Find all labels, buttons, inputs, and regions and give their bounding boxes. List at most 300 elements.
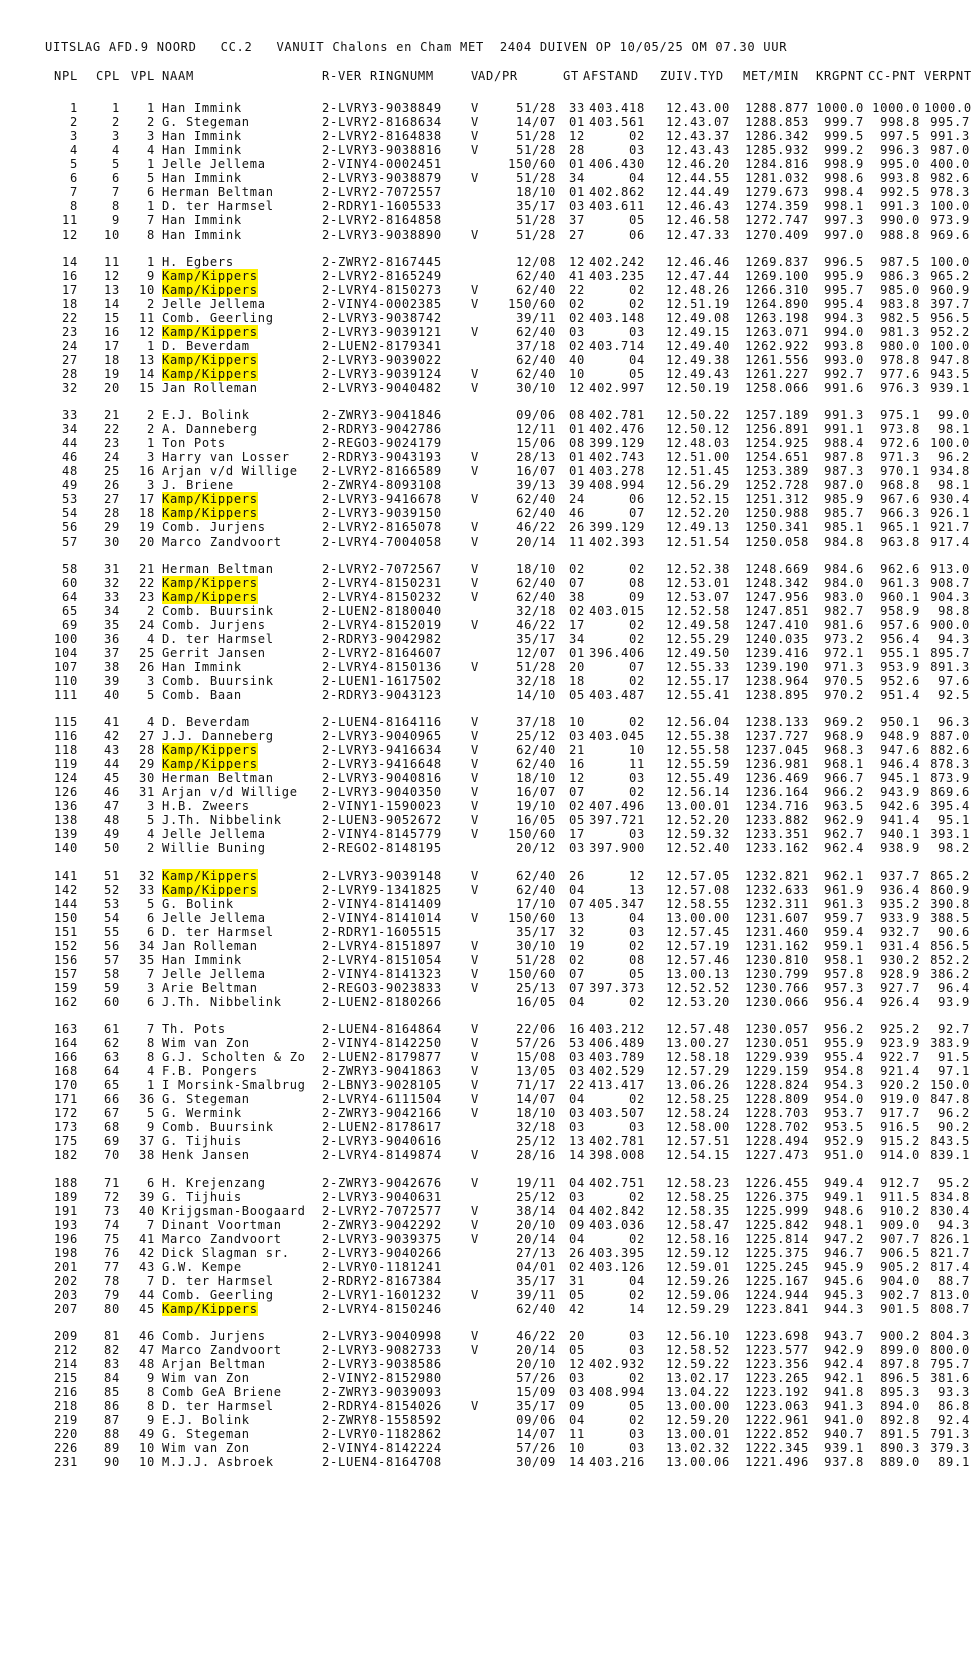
cell-verpnt: 804.3 — [930, 1329, 970, 1343]
cell-vpl: 20 — [139, 534, 155, 549]
cell-ringnummer: 4-0002451 — [370, 157, 442, 172]
cell-naam: D. ter Harmsel — [162, 1399, 274, 1414]
cell-ad-pr: 150/60 — [508, 157, 556, 172]
cell-cc-pnt: 952.6 — [880, 673, 920, 688]
cell-npl: 12 — [62, 227, 78, 242]
cell-cpl: 9 — [112, 213, 120, 228]
cell-met-min: 1239.190 — [745, 659, 809, 674]
cell-gt: 12 — [569, 1357, 585, 1372]
cell-krgpnt: 958.1 — [824, 952, 864, 967]
cell-cpl: 86 — [104, 1399, 120, 1414]
document-title: UITSLAG AFD.9 NOORD CC.2 VANUIT Chalons en Cham MET 2404 DUIVEN OP 10/05/25 OM 07.30 UUR — [45, 40, 788, 54]
cell-cc-pnt: 978.8 — [880, 352, 920, 367]
cell-afstand: 03 — [629, 771, 645, 786]
cell-afstand: 403.561 — [589, 115, 645, 129]
cell-ringnummer: 3-9028105 — [370, 1078, 442, 1093]
cell-met-min: 1224.944 — [745, 1287, 809, 1302]
cell-met-min: 1234.716 — [745, 799, 809, 814]
cell-krgpnt: 957.3 — [824, 980, 864, 995]
cell-cpl: 11 — [104, 254, 120, 269]
cell-cpl: 67 — [104, 1106, 120, 1121]
cell-gt: 03 — [569, 1064, 585, 1079]
cell-naam: Willie Buning — [162, 841, 266, 856]
cell-r-ver: 2-LVRY — [322, 1092, 370, 1107]
cell-npl: 57 — [62, 534, 78, 549]
cell-cpl: 32 — [104, 575, 120, 590]
cell-ringnummer: 3-9039375 — [370, 1231, 442, 1246]
cell-verpnt: 98.8 — [938, 603, 970, 618]
cell-afstand: 402.862 — [589, 185, 645, 200]
cell-afstand: 14 — [629, 1301, 645, 1316]
cell-ringnummer: 3-9038890 — [370, 227, 442, 242]
cell-zuiv-tyd: 12.53.01 — [666, 575, 730, 590]
cell-cpl: 64 — [104, 1064, 120, 1079]
cell-vpl: 4 — [147, 715, 155, 729]
cell-verpnt: 913.0 — [930, 561, 970, 576]
cell-naam: E.J. Bolink — [162, 408, 250, 422]
cell-npl: 118 — [54, 743, 78, 758]
cell-ringnummer: 4-8093108 — [370, 478, 442, 493]
cell-ad-pr: 46/22 — [516, 617, 556, 632]
cell-zuiv-tyd: 12.59.20 — [666, 1413, 730, 1428]
cell-cpl: 75 — [104, 1231, 120, 1246]
cell-afstand: 402.743 — [589, 450, 645, 465]
cell-vpl: 1 — [147, 199, 155, 214]
header-cpl: CPL — [96, 69, 120, 83]
cell-ad-pr: 62/40 — [516, 757, 556, 772]
cell-v: V — [471, 282, 479, 297]
cell-vpl: 48 — [139, 1357, 155, 1372]
cell-krgpnt: 994.0 — [824, 324, 864, 339]
cell-cpl: 18 — [104, 352, 120, 367]
cell-npl: 69 — [62, 617, 78, 632]
cell-r-ver: 2-LVRY — [322, 115, 370, 129]
cell-gt: 22 — [569, 1078, 585, 1093]
cell-cc-pnt: 940.1 — [880, 827, 920, 842]
highlighted-name: Kamp/Kippers — [162, 868, 258, 883]
cell-ringnummer: 3-9040482 — [370, 381, 442, 395]
cell-afstand: 397.900 — [589, 841, 645, 856]
cell-cc-pnt: 990.0 — [880, 213, 920, 228]
cell-krgpnt: 949.1 — [824, 1189, 864, 1204]
cell-krgpnt: 985.1 — [824, 520, 864, 535]
cell-verpnt: 100.0 — [930, 254, 970, 269]
cell-ringnummer: 4-8151054 — [370, 952, 442, 967]
cell-npl: 60 — [62, 575, 78, 590]
cell-afstand: 02 — [629, 561, 645, 576]
cell-v: V — [471, 1399, 479, 1414]
cell-met-min: 1254.925 — [745, 436, 809, 451]
cell-ad-pr: 30/10 — [516, 381, 556, 395]
cell-vpl: 7 — [147, 966, 155, 981]
cell-cpl: 45 — [104, 771, 120, 786]
cell-afstand: 403.216 — [589, 1455, 645, 1470]
cell-r-ver: 2-RDRY — [322, 1399, 370, 1414]
cell-gt: 07 — [569, 785, 585, 800]
cell-naam: E.J. Bolink — [162, 1413, 250, 1428]
cell-afstand: 408.994 — [589, 478, 645, 493]
cell-vpl: 26 — [139, 659, 155, 674]
cell-ad-pr: 150/60 — [508, 966, 556, 981]
cell-v: V — [471, 143, 479, 158]
cell-cc-pnt: 935.2 — [880, 896, 920, 911]
cell-r-ver: 2-LVRY — [322, 185, 370, 200]
cell-zuiv-tyd: 12.55.49 — [666, 771, 730, 786]
cell-cc-pnt: 894.0 — [880, 1399, 920, 1414]
cell-zuiv-tyd: 12.55.38 — [666, 729, 730, 743]
highlighted-name: Kamp/Kippers — [162, 324, 258, 339]
cell-gt: 09 — [569, 1217, 585, 1232]
cell-verpnt: 98.1 — [938, 478, 970, 493]
cell-met-min: 1284.816 — [745, 157, 809, 172]
cell-ringnummer: 4-8142224 — [370, 1441, 442, 1456]
cell-met-min: 1264.890 — [745, 296, 809, 311]
cell-naam: Han Immink — [162, 213, 242, 228]
cell-ringnummer: 2-8164838 — [370, 129, 442, 144]
cell-ringnummer: 3-9039148 — [370, 868, 442, 883]
cell-cc-pnt: 897.8 — [880, 1357, 920, 1372]
cell-zuiv-tyd: 12.59.06 — [666, 1287, 730, 1302]
cell-cpl: 39 — [104, 673, 120, 688]
cell-met-min: 1236.469 — [745, 771, 809, 786]
cell-gt: 01 — [569, 450, 585, 465]
cell-krgpnt: 988.4 — [824, 436, 864, 451]
cell-zuiv-tyd: 12.52.38 — [666, 561, 730, 576]
cell-cc-pnt: 980.0 — [880, 338, 920, 353]
cell-v: V — [471, 1092, 479, 1107]
cell-met-min: 1230.051 — [745, 1036, 809, 1050]
cell-verpnt: 965.2 — [930, 268, 970, 283]
cell-ringnummer: 3-9024179 — [370, 436, 442, 451]
cell-npl: 100 — [54, 631, 78, 646]
cell-met-min: 1226.375 — [745, 1189, 809, 1204]
cell-afstand: 402.751 — [589, 1175, 645, 1190]
cell-krgpnt: 945.3 — [824, 1287, 864, 1302]
cell-v: V — [471, 589, 479, 604]
cell-vpl: 8 — [147, 1399, 155, 1414]
cell-verpnt: 869.6 — [930, 785, 970, 800]
cell-naam: D. ter Harmsel — [162, 631, 274, 646]
cell-ad-pr: 39/11 — [516, 310, 556, 325]
cell-cpl: 57 — [104, 952, 120, 967]
cell-afstand: 02 — [629, 785, 645, 800]
cell-naam: Arjan Beltman — [162, 1357, 266, 1372]
cell-ringnummer: 4-8141323 — [370, 966, 442, 981]
cell-cpl: 55 — [104, 924, 120, 939]
cell-gt: 13 — [569, 910, 585, 925]
cell-cc-pnt: 997.5 — [880, 129, 920, 144]
cell-verpnt: 97.6 — [938, 673, 970, 688]
cell-cpl: 2 — [112, 115, 120, 129]
cell-krgpnt: 942.9 — [824, 1343, 864, 1357]
cell-gt: 14 — [569, 1148, 585, 1163]
cell-v: V — [471, 296, 479, 311]
cell-ad-pr: 57/26 — [516, 1036, 556, 1050]
cell-vpl: 18 — [139, 506, 155, 521]
cell-vpl: 5 — [147, 896, 155, 911]
cell-npl: 203 — [54, 1287, 78, 1302]
cell-afstand: 08 — [629, 575, 645, 590]
cell-cpl: 84 — [104, 1371, 120, 1386]
cell-verpnt: 94.3 — [938, 631, 970, 646]
cell-krgpnt: 970.5 — [824, 673, 864, 688]
cell-cpl: 4 — [112, 143, 120, 158]
cell-ringnummer: 2-8167445 — [370, 254, 442, 269]
cell-krgpnt: 942.4 — [824, 1357, 864, 1372]
header-krgpnt: KRGPNT — [816, 69, 864, 83]
cell-afstand: 402.932 — [589, 1357, 645, 1372]
cell-ringnummer: 4-8152019 — [370, 617, 442, 632]
cell-naam: Comb. Jurjens — [162, 1329, 266, 1343]
cell-ad-pr: 57/26 — [516, 1371, 556, 1386]
cell-ad-pr: 62/40 — [516, 868, 556, 883]
cell-krgpnt: 951.0 — [824, 1148, 864, 1163]
cell-krgpnt: 970.2 — [824, 687, 864, 702]
cell-verpnt: 98.2 — [938, 841, 970, 856]
cell-afstand: 403.487 — [589, 687, 645, 702]
cell-verpnt: 960.9 — [930, 282, 970, 297]
cell-met-min: 1274.359 — [745, 199, 809, 214]
cell-npl: 56 — [62, 520, 78, 535]
cell-cc-pnt: 904.0 — [880, 1273, 920, 1288]
cell-cc-pnt: 900.2 — [880, 1329, 920, 1343]
cell-krgpnt: 939.1 — [824, 1441, 864, 1456]
cell-zuiv-tyd: 12.46.20 — [666, 157, 730, 172]
cell-zuiv-tyd: 12.52.58 — [666, 603, 730, 618]
cell-ad-pr: 15/09 — [516, 1385, 556, 1400]
cell-r-ver: 2-ZWRY — [322, 1106, 370, 1121]
cell-ringnummer: 4-8150136 — [370, 659, 442, 674]
cell-gt: 03 — [569, 199, 585, 214]
cell-npl: 126 — [54, 785, 78, 800]
cell-cpl: 71 — [104, 1175, 120, 1190]
cell-naam: Comb GeA Briene — [162, 1385, 282, 1400]
cell-ringnummer: 2-8164607 — [370, 645, 442, 660]
highlighted-name: Kamp/Kippers — [162, 268, 258, 283]
cell-cc-pnt: 923.9 — [880, 1036, 920, 1050]
cell-met-min: 1228.494 — [745, 1134, 809, 1149]
cell-cpl: 89 — [104, 1441, 120, 1456]
header-v: V — [471, 69, 479, 83]
cell-gt: 13 — [569, 1134, 585, 1149]
cell-zuiv-tyd: 12.51.00 — [666, 450, 730, 465]
cell-gt: 05 — [569, 1287, 585, 1302]
cell-krgpnt: 963.5 — [824, 799, 864, 814]
cell-vpl: 1 — [147, 157, 155, 172]
cell-cc-pnt: 914.0 — [880, 1148, 920, 1163]
cell-ringnummer: 3-9042676 — [370, 1175, 442, 1190]
cell-r-ver: 2-LVRY — [322, 743, 370, 758]
cell-naam: Comb. Jurjens — [162, 617, 266, 632]
cell-naam: D. Beverdam — [162, 715, 250, 729]
cell-afstand: 03 — [629, 324, 645, 339]
cell-verpnt: 917.4 — [930, 534, 970, 549]
cell-cc-pnt: 928.9 — [880, 966, 920, 981]
cell-ad-pr: 39/13 — [516, 478, 556, 493]
cell-afstand: 403.015 — [589, 603, 645, 618]
cell-vpl: 13 — [139, 352, 155, 367]
cell-r-ver: 2-ZWRY — [322, 254, 370, 269]
cell-krgpnt: 999.2 — [824, 143, 864, 158]
cell-ad-pr: 32/18 — [516, 603, 556, 618]
cell-cc-pnt: 973.8 — [880, 422, 920, 437]
cell-npl: 164 — [54, 1036, 78, 1050]
cell-ad-pr: 19/11 — [516, 1175, 556, 1190]
cell-ad-pr: 150/60 — [508, 827, 556, 842]
cell-npl: 34 — [62, 422, 78, 437]
cell-ringnummer: 3-9043123 — [370, 687, 442, 702]
cell-met-min: 1248.669 — [745, 561, 809, 576]
cell-afstand: 04 — [629, 352, 645, 367]
cell-zuiv-tyd: 12.49.40 — [666, 338, 730, 353]
cell-r-ver: 2-LBNY — [322, 1078, 370, 1093]
cell-ad-pr: 35/17 — [516, 924, 556, 939]
cell-cpl: 79 — [104, 1287, 120, 1302]
cell-ad-pr: 16/07 — [516, 785, 556, 800]
cell-ad-pr: 14/10 — [516, 687, 556, 702]
cell-naam: Arjan v/d Willige — [162, 785, 298, 800]
cell-cpl: 33 — [104, 589, 120, 604]
cell-cpl: 90 — [104, 1455, 120, 1470]
cell-naam: Jan Rolleman — [162, 381, 258, 395]
cell-ad-pr: 30/10 — [516, 938, 556, 953]
cell-naam: Henk Jansen — [162, 1148, 250, 1163]
cell-gt: 19 — [569, 938, 585, 953]
cell-r-ver: 2-LVRY — [322, 534, 370, 549]
cell-cpl: 43 — [104, 743, 120, 758]
cell-krgpnt: 953.5 — [824, 1120, 864, 1135]
cell-afstand: 02 — [629, 1287, 645, 1302]
cell-krgpnt: 945.9 — [824, 1259, 864, 1274]
cell-krgpnt: 991.6 — [824, 381, 864, 395]
cell-npl: 28 — [62, 366, 78, 381]
cell-cc-pnt: 889.0 — [880, 1455, 920, 1470]
cell-verpnt: 98.1 — [938, 422, 970, 437]
cell-verpnt: 379.3 — [930, 1441, 970, 1456]
cell-met-min: 1223.192 — [745, 1385, 809, 1400]
cell-r-ver: 2-RDRY — [322, 1273, 370, 1288]
cell-r-ver: 2-REGO — [322, 436, 370, 451]
cell-afstand: 05 — [629, 366, 645, 381]
cell-ad-pr: 20/14 — [516, 534, 556, 549]
cell-met-min: 1225.245 — [745, 1259, 809, 1274]
cell-verpnt: 873.9 — [930, 771, 970, 786]
cell-r-ver: 2-LVRY — [322, 952, 370, 967]
cell-npl: 115 — [54, 715, 78, 729]
cell-krgpnt: 954.0 — [824, 1092, 864, 1107]
cell-naam: Han Immink — [162, 129, 242, 144]
cell-r-ver: 2-LVRY — [322, 1329, 370, 1343]
cell-v: V — [471, 1231, 479, 1246]
cell-npl: 212 — [54, 1343, 78, 1357]
cell-gt: 21 — [569, 743, 585, 758]
cell-vpl: 3 — [147, 450, 155, 465]
cell-cpl: 52 — [104, 882, 120, 897]
cell-cc-pnt: 972.6 — [880, 436, 920, 451]
cell-verpnt: 92.7 — [938, 1022, 970, 1036]
cell-ringnummer: 2-8179341 — [370, 338, 442, 353]
cell-ringnummer: 3-9040816 — [370, 771, 442, 786]
cell-r-ver: 2-RDRY — [322, 199, 370, 214]
cell-cc-pnt: 971.3 — [880, 450, 920, 465]
cell-afstand: 02 — [629, 994, 645, 1009]
header-met-min: MET/MIN — [743, 69, 799, 83]
cell-gt: 04 — [569, 1413, 585, 1428]
cell-naam: Herman Beltman — [162, 185, 274, 200]
cell-naam: H. Krejenzang — [162, 1175, 266, 1190]
cell-verpnt: 826.1 — [930, 1231, 970, 1246]
cell-npl: 226 — [54, 1441, 78, 1456]
cell-krgpnt: 971.3 — [824, 659, 864, 674]
cell-gt: 04 — [569, 882, 585, 897]
cell-ad-pr: 22/06 — [516, 1022, 556, 1036]
cell-npl: 8 — [70, 199, 78, 214]
cell-npl: 3 — [70, 129, 78, 144]
cell-gt: 26 — [569, 1245, 585, 1260]
cell-r-ver: 2-LVRY — [322, 1427, 370, 1442]
cell-met-min: 1248.342 — [745, 575, 809, 590]
cell-ad-pr: 25/12 — [516, 1189, 556, 1204]
cell-cpl: 88 — [104, 1427, 120, 1442]
cell-afstand: 03 — [629, 1329, 645, 1343]
cell-ad-pr: 20/12 — [516, 841, 556, 856]
cell-met-min: 1232.311 — [745, 896, 809, 911]
highlighted-name: Kamp/Kippers — [162, 743, 258, 758]
cell-gt: 26 — [569, 520, 585, 535]
cell-met-min: 1250.058 — [745, 534, 809, 549]
cell-cc-pnt: 899.0 — [880, 1343, 920, 1357]
cell-gt: 02 — [569, 952, 585, 967]
cell-gt: 07 — [569, 896, 585, 911]
cell-gt: 02 — [569, 799, 585, 814]
cell-verpnt: 386.2 — [930, 966, 970, 981]
cell-cc-pnt: 992.5 — [880, 185, 920, 200]
cell-r-ver: 2-LVRY — [322, 324, 370, 339]
cell-vpl: 27 — [139, 729, 155, 743]
cell-verpnt: 921.7 — [930, 520, 970, 535]
cell-gt: 12 — [569, 254, 585, 269]
cell-ad-pr: 62/40 — [516, 324, 556, 339]
cell-npl: 196 — [54, 1231, 78, 1246]
cell-met-min: 1233.882 — [745, 813, 809, 828]
cell-vpl: 23 — [139, 589, 155, 604]
cell-ringnummer: 4-8154026 — [370, 1399, 442, 1414]
cell-verpnt: 150.0 — [930, 1078, 970, 1093]
cell-ringnummer: 4-8164708 — [370, 1455, 442, 1470]
cell-met-min: 1231.162 — [745, 938, 809, 953]
cell-gt: 03 — [569, 1106, 585, 1121]
cell-naam: Han Immink — [162, 143, 242, 158]
cell-ringnummer: 3-9042982 — [370, 631, 442, 646]
cell-ad-pr: 14/07 — [516, 1092, 556, 1107]
cell-cpl: 30 — [104, 534, 120, 549]
cell-afstand: 403.395 — [589, 1245, 645, 1260]
cell-ringnummer: 3-9041846 — [370, 408, 442, 422]
cell-vpl: 22 — [139, 575, 155, 590]
cell-gt: 01 — [569, 422, 585, 437]
cell-gt: 03 — [569, 1371, 585, 1386]
cell-cc-pnt: 955.1 — [880, 645, 920, 660]
cell-ringnummer: 3-9039022 — [370, 352, 442, 367]
cell-ringnummer: 3-9416678 — [370, 492, 442, 507]
cell-afstand: 402.842 — [589, 1203, 645, 1218]
cell-naam: Dick Slagman sr. — [162, 1245, 290, 1260]
cell-krgpnt: 968.3 — [824, 743, 864, 758]
cell-naam: Gerrit Jansen — [162, 645, 266, 660]
cell-afstand: 403.045 — [589, 729, 645, 743]
cell-zuiv-tyd: 12.55.29 — [666, 631, 730, 646]
cell-ad-pr: 35/17 — [516, 631, 556, 646]
